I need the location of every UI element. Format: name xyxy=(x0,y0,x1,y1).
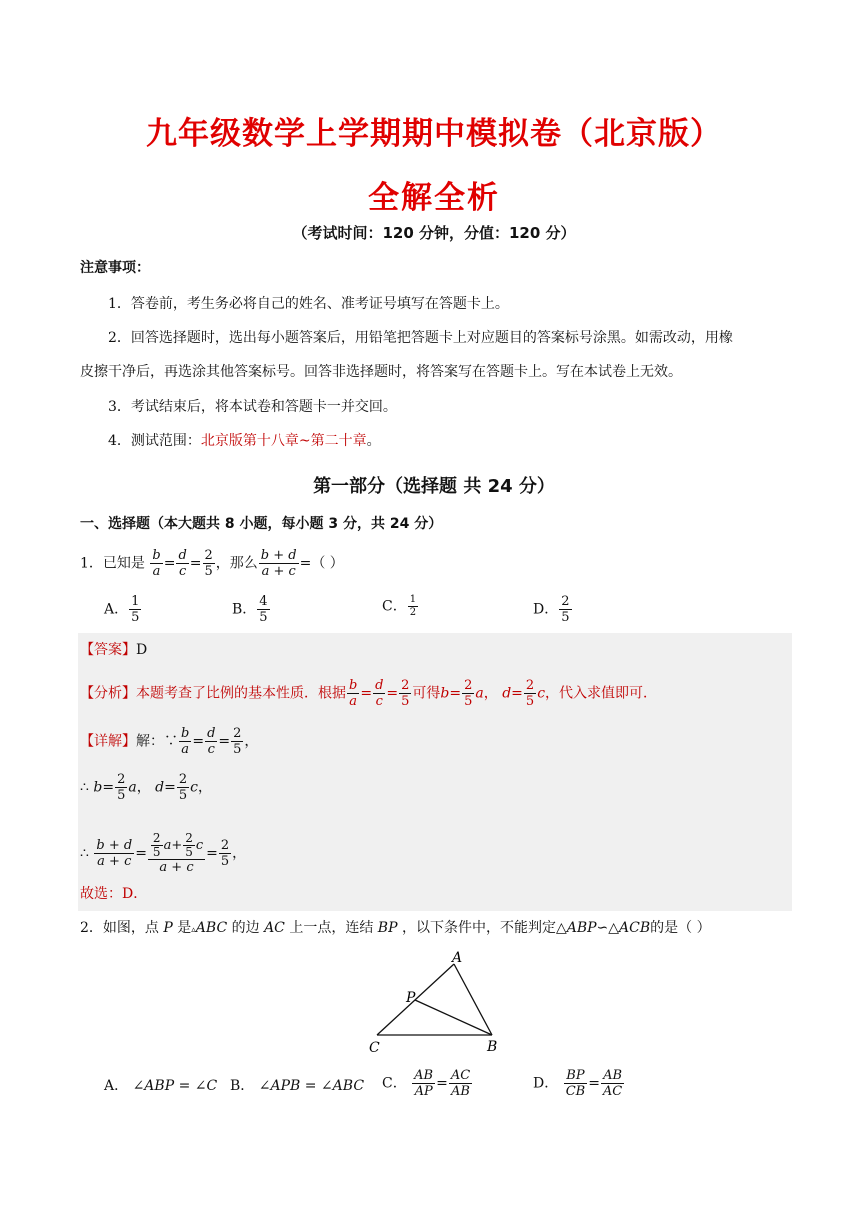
option-label: B． xyxy=(232,601,257,618)
q2-text: 上一点，连结 xyxy=(289,920,374,936)
note-item-2-line2: 皮擦干净后，再选涂其他答案标号。回答非选择题时，将答案写在答题卡上。写在本试卷上无效。 xyxy=(80,364,682,380)
q2-text: ，以下条件中，不能判定 xyxy=(401,920,556,936)
segment-bp: BP xyxy=(377,920,398,936)
fraction: $\frac{d}{c}$ xyxy=(178,548,187,579)
note-item-4 xyxy=(108,431,381,451)
page-title: 九年级数学上学期期中模拟卷（北京版） xyxy=(146,116,722,152)
detail-line: 【详解】解：∵ $\frac{b}{a}$ = $\frac{d}{c}$ = $\frac{2}{5}$ ， xyxy=(80,726,259,757)
part1-heading: 第一部分（选择题 共 24 分） xyxy=(313,476,555,497)
option-label: D． xyxy=(533,1075,559,1092)
q2-option-c[interactable]: C． $\frac{AB}{AP}$ = $\frac{AC}{AB}$ xyxy=(382,1068,471,1099)
step-line-1: ∴ b= $\frac{2}{5}$ a， d= $\frac{2}{5}$ c， xyxy=(80,772,212,803)
detail-label: 【详解】 xyxy=(80,733,136,750)
detail-text: 解：∵ xyxy=(136,733,178,750)
triangle-figure xyxy=(360,948,510,1058)
q2-text: 的是（ ） xyxy=(650,920,711,936)
option-label: D． xyxy=(533,601,559,618)
q2-text: 2．如图，点 xyxy=(80,920,159,936)
q2-option-b[interactable] xyxy=(230,1076,364,1096)
answer-value: D xyxy=(136,642,148,658)
section-heading: 一、选择题（本大题共 8 小题，每小题 3 分，共 24 分） xyxy=(80,516,443,532)
q1-option-b[interactable]: B． $\frac{4}{5}$ xyxy=(232,594,268,625)
fraction: $\frac{b}{a}$ xyxy=(152,548,161,579)
q1-prefix: 1．已知是 xyxy=(80,555,145,572)
fraction: $\frac{2}{5}$ xyxy=(204,548,213,579)
option-label: C． xyxy=(382,1075,407,1092)
label-c: C xyxy=(369,1040,380,1056)
option-b-text: ∠APB = ∠ABC xyxy=(258,1078,365,1094)
q2-text: 的边 xyxy=(231,920,260,936)
option-label: A． xyxy=(104,1078,129,1094)
note-item-3: 3．考试结束后，将本试卷和答题卡一并交回。 xyxy=(108,399,397,415)
segment-bp-line xyxy=(415,1000,492,1035)
q1-option-a[interactable]: A． $\frac{1}{5}$ xyxy=(104,594,140,625)
q2-option-a[interactable] xyxy=(104,1076,217,1096)
point-p: P xyxy=(163,920,173,936)
conclusion: 故选：D． xyxy=(80,886,148,902)
q1-suffix: （ ） xyxy=(311,555,344,572)
q1-option-c[interactable]: C． $\frac{1}{2}$ xyxy=(382,594,417,618)
analysis-line: 【分析】本题考查了比例的基本性质．根据 $\frac{b}{a}$ = $\frac{d}{c}$ = $\frac{2}{5}$ 可得b= $\frac{2}{5}$ a， d= $\frac{2}{5}$ c，代入求值即可． xyxy=(80,678,658,709)
q1-option-d[interactable]: D． $\frac{2}{5}$ xyxy=(533,594,570,625)
triangle-abc: ABC xyxy=(195,920,228,936)
side-ab xyxy=(454,964,492,1035)
answer-label: 【答案】 xyxy=(80,642,136,658)
question-2 xyxy=(80,918,711,940)
note-item-4-prefix: 4．测试范围： xyxy=(108,433,201,449)
page-subtitle: 全解全析 xyxy=(368,180,500,216)
option-label: B． xyxy=(230,1078,255,1094)
analysis-label: 【分析】 xyxy=(80,685,136,702)
side-ca xyxy=(377,964,454,1035)
note-item-4-suffix: 。 xyxy=(366,433,381,449)
label-b: B xyxy=(487,1039,498,1055)
option-label: C． xyxy=(382,598,407,615)
analysis-mid: 可得 xyxy=(412,685,441,702)
analysis-end: ，代入求值即可． xyxy=(545,685,658,702)
note-item-4-range: 北京版第十八章~第二十章 xyxy=(200,433,367,449)
label-a: A xyxy=(452,950,463,966)
option-label: A． xyxy=(104,601,129,618)
exam-info: （考试时间：120 分钟，分值：120 分） xyxy=(292,224,576,242)
q2-text: 是 xyxy=(177,920,192,936)
notes-heading: 注意事项： xyxy=(80,260,150,276)
analysis-text: 本题考查了比例的基本性质．根据 xyxy=(136,685,346,702)
step-line-2: ∴ $\frac{b + d}{a + c}$ = $\frac{2}{5}$ a+ $\frac{2}{5}$ c a + c = $\frac{2}{5}$ ， xyxy=(80,831,247,875)
side-ac: AC xyxy=(264,920,285,936)
label-p: P xyxy=(406,990,416,1006)
triangle-symbol: ▵ xyxy=(191,925,196,935)
therefore-symbol: ∴ xyxy=(80,779,89,796)
question-1: 1．已知是 $\frac{b}{a}$ = $\frac{d}{c}$ = $\frac{2}{5}$ ，那么 $\frac{b + d}{a + c}$ =（ ） xyxy=(80,548,344,579)
similarity-statement: △ABP∽△ACB xyxy=(555,920,651,936)
therefore-symbol: ∴ xyxy=(80,845,89,862)
q1-mid: ，那么 xyxy=(215,555,258,572)
fraction: $\frac{b + d}{a + c}$ xyxy=(260,548,297,579)
q2-option-d[interactable]: D． $\frac{BP}{CB}$ = $\frac{AB}{AC}$ xyxy=(533,1068,623,1099)
note-item-1: 1．答卷前，考生务必将自己的姓名、准考证号填写在答题卡上。 xyxy=(108,296,509,312)
answer-line xyxy=(80,640,147,660)
option-a-text: ∠ABP = ∠C xyxy=(132,1078,218,1094)
note-item-2-line1: 2．回答选择题时，选出每小题答案后，用铅笔把答题卡上对应题目的答案标号涂黑。如需改动，用橡 xyxy=(108,330,733,346)
